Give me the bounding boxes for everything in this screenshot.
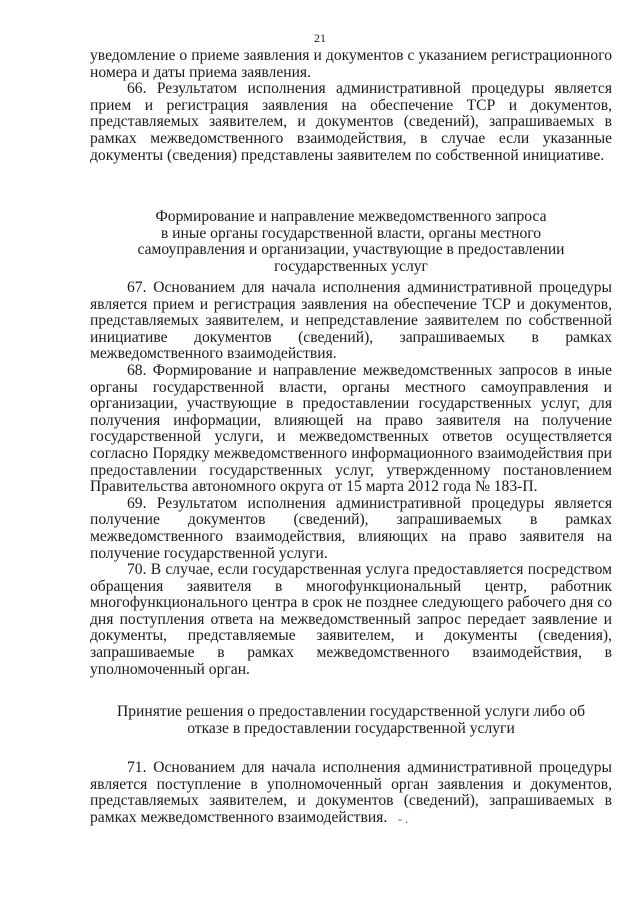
heading-line: в иные органы государственной власти, органы местного <box>160 224 542 242</box>
paragraph-67: 67. Основанием для начала исполнения административной процедуры является прием и регистрация заявления на обеспечение ТСР и документов, представляемых заявителем, и непредставление заявителем по собственной инициативе документов (сведений), запрашиваемых в рамках межведомственного взаимодействия. <box>90 279 612 363</box>
section-heading-interagency-request <box>90 209 612 275</box>
heading-line: государственных услуг <box>274 257 428 275</box>
section-heading-decision <box>90 704 612 737</box>
paragraph-continuation: уведомление о приеме заявления и документов с указанием регистрационного номера и даты приема заявления. <box>90 47 612 81</box>
paragraph-71: 71. Основанием для начала исполнения административной процедуры является поступление в уполномоченный орган заявления и документов, представляемых заявителем, и документов (сведений), запрашиваемых в рамках межведомственного взаимодействия. <box>90 759 612 826</box>
heading-line: самоуправления и организации, участвующие в предоставлении <box>137 241 565 259</box>
heading-line: Формирование и направление межведомственного запроса <box>155 208 547 225</box>
text-block-1 <box>90 48 612 164</box>
paragraph-70: 70. В случае, если государственная услуга предоставляется посредством обращения заявителя в многофункциональный центр, работник многофункционального центра в срок не позднее следующего рабочего дня со дня поступления ответа на межведомственный запрос передает заявление и документы, представляемые заявителем, и документы (сведения), запрашиваемые в рамках межведомственного взаимодействия, в уполномоченный орган. <box>90 561 612 678</box>
stray-mark: - . <box>398 812 408 826</box>
paragraph-66: 66. Результатом исполнения административной процедуры является прием и регистрация заявления на обеспечение ТСР и документов, представляемых заявителем, и документов (сведений), запрашиваемых в рамках межведомственного взаимодействия, в случае если указанные документы (сведения) представлены заявителем по собственной инициативе. <box>90 80 612 164</box>
page-number: 21 <box>314 31 326 45</box>
text-block-3 <box>90 760 612 826</box>
paragraph-68: 68. Формирование и направление межведомственных запросов в иные органы государственной власти, органы местного самоуправления и организации, участвующие в предоставлении государственных услуг, для получения информации, влияющей на право заявителя на получение государственной услуги, и межведомственных ответов осуществляется согласно Порядку межведомственного информационного взаимодействия при предоставлении государственных услуг, утвержденному постановлением Правительства автономного округа от 15 марта 2012 года № 183-П. <box>90 361 612 496</box>
heading-line: Принятие решения о предоставлении государственной услуги либо об <box>116 703 586 720</box>
text-block-2 <box>90 280 612 678</box>
heading-line: отказе в предоставлении государственной услуги <box>187 719 515 737</box>
paragraph-69: 69. Результатом исполнения административной процедуры является получение документов (сведений), запрашиваемых в рамках межведомственного взаимодействия, влияющих на право заявителя на получение государственной услуги. <box>90 494 612 562</box>
